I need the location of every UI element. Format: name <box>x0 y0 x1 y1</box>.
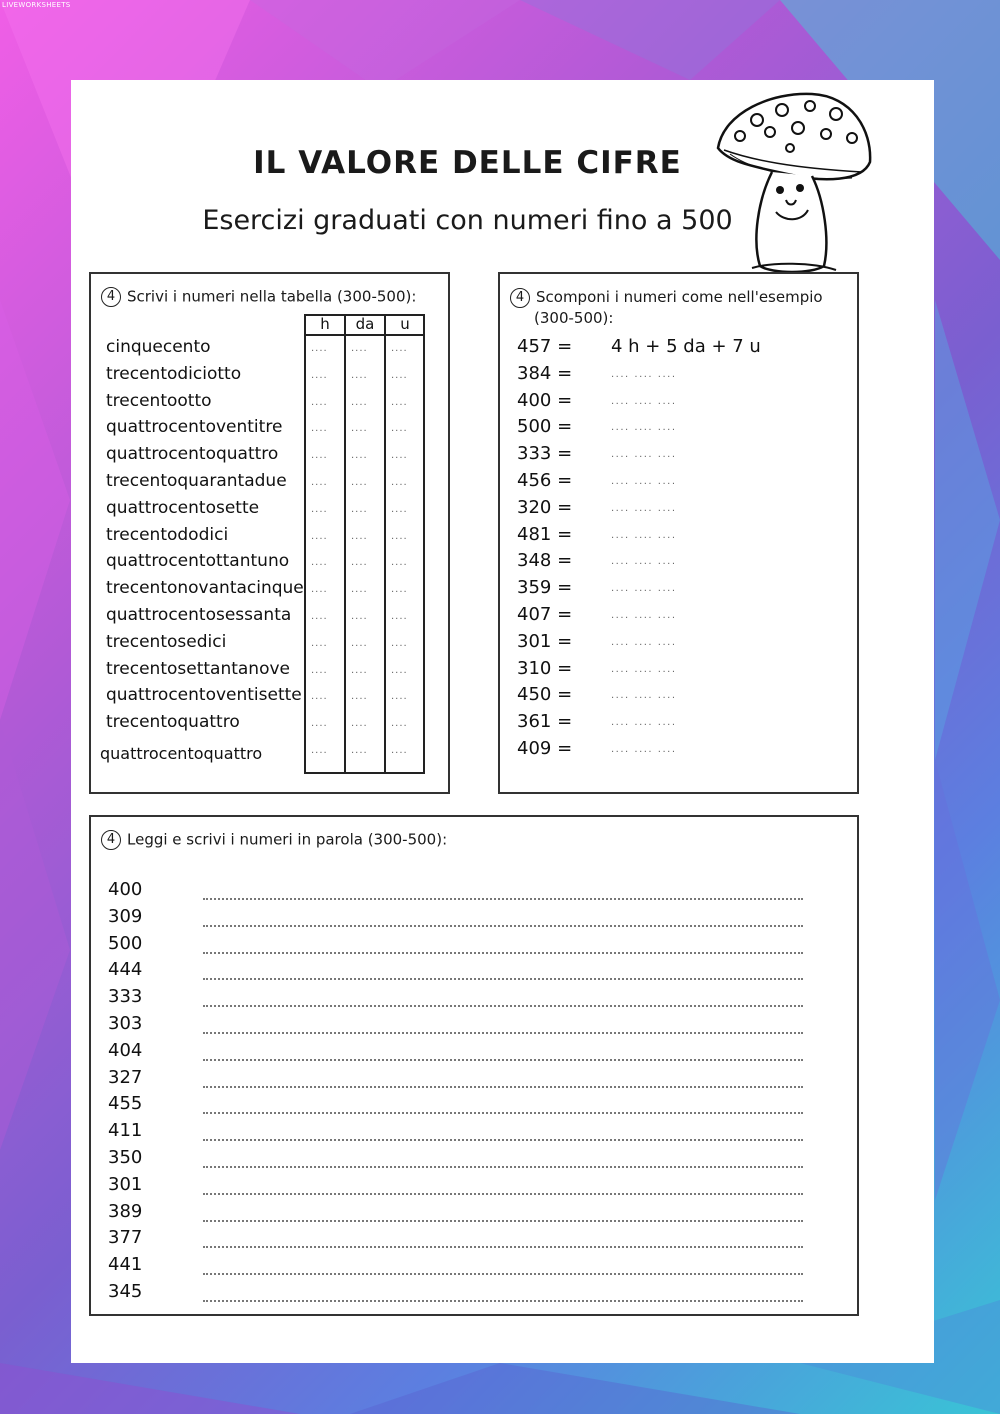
da-blank[interactable]: .... <box>351 718 368 730</box>
number-word: cinquecento <box>106 337 211 357</box>
words-answer-line[interactable] <box>203 1166 803 1168</box>
number-to-write: 404 <box>108 1039 143 1061</box>
answer-blank[interactable]: .... .... .... <box>611 610 677 621</box>
words-answer-line[interactable] <box>203 898 803 900</box>
table-header-rule <box>304 334 425 336</box>
h-blank[interactable]: .... <box>311 423 328 435</box>
words-answer-line[interactable] <box>203 1220 803 1222</box>
answer-blank[interactable]: .... .... .... <box>611 690 677 702</box>
h-blank[interactable]: .... <box>311 745 328 756</box>
da-blank[interactable]: .... <box>351 557 368 569</box>
decompose-number: 400 = <box>517 389 573 411</box>
decompose-number: 348 = <box>517 550 573 572</box>
answer-blank[interactable]: .... .... .... <box>611 395 677 407</box>
words-answer-line[interactable] <box>203 1300 803 1302</box>
da-blank[interactable]: .... <box>351 611 368 622</box>
number-to-write: 411 <box>108 1120 143 1142</box>
answer-blank[interactable]: .... .... .... <box>611 663 677 675</box>
decompose-number: 359 = <box>517 577 573 599</box>
u-blank[interactable]: .... <box>391 611 408 622</box>
u-blank[interactable]: .... <box>391 450 408 462</box>
number-word: trecentosettantanove <box>106 658 291 679</box>
answer-blank[interactable]: .... .... .... <box>611 556 677 568</box>
da-blank[interactable]: .... <box>351 664 368 676</box>
u-blank[interactable]: .... <box>391 423 408 435</box>
da-blank[interactable]: .... <box>351 477 368 488</box>
da-blank[interactable]: .... <box>351 584 368 596</box>
number-word: quattrocentosessanta <box>106 605 292 625</box>
exercise-instruction: Scrivi i numeri nella tabella (300-500): <box>127 287 417 306</box>
exercise-number: 4 <box>510 288 530 308</box>
u-blank[interactable]: .... <box>391 691 408 703</box>
exercise-title <box>510 287 823 329</box>
number-to-write: 303 <box>108 1013 143 1034</box>
exercise-title <box>101 830 447 850</box>
words-answer-line[interactable] <box>203 1059 803 1061</box>
u-blank[interactable]: .... <box>391 477 408 488</box>
words-answer-line[interactable] <box>203 1005 803 1007</box>
words-answer-line[interactable] <box>203 1086 803 1088</box>
table-column-rule <box>384 314 386 774</box>
h-blank[interactable]: .... <box>311 343 328 354</box>
u-blank[interactable]: .... <box>391 637 408 649</box>
decompose-number: 500 = <box>517 416 573 438</box>
answer-blank[interactable]: .... .... .... <box>611 744 677 755</box>
answer-blank[interactable]: .... .... .... <box>611 368 677 380</box>
number-to-write: 400 <box>108 879 143 900</box>
h-blank[interactable]: .... <box>311 477 328 488</box>
page-subtitle: Esercizi graduati con numeri fino a 500 <box>202 205 733 236</box>
u-blank[interactable]: .... <box>391 503 408 515</box>
da-blank[interactable]: .... <box>351 423 368 435</box>
number-to-write: 441 <box>108 1254 143 1276</box>
words-answer-line[interactable] <box>203 925 803 927</box>
exercise-instruction-range: (300-500): <box>534 309 614 327</box>
number-to-write: 301 <box>108 1173 143 1195</box>
answer-blank[interactable]: .... .... .... <box>611 422 677 434</box>
exercise-write-in-table <box>89 272 450 794</box>
number-word: trecentonovantacinque <box>106 578 304 599</box>
h-blank[interactable]: .... <box>311 637 328 649</box>
exercise-write-in-words <box>89 815 859 1316</box>
example-answer: 4 h + 5 da + 7 u <box>611 336 761 357</box>
page-title: IL VALORE DELLE CIFRE <box>253 145 682 181</box>
decompose-number: 310 = <box>517 657 573 679</box>
decompose-number: 457 = <box>517 336 573 357</box>
h-blank[interactable]: .... <box>311 530 328 542</box>
decompose-number: 320 = <box>517 496 573 518</box>
da-blank[interactable]: .... <box>351 745 368 756</box>
words-answer-line[interactable] <box>203 952 803 954</box>
exercise-number: 4 <box>101 287 121 307</box>
number-word: trecentosedici <box>106 631 227 652</box>
number-word: quattrocentoventitre <box>106 417 283 438</box>
header-da: da <box>355 315 375 333</box>
exercise-title <box>101 287 416 307</box>
table-column-rule <box>344 314 346 774</box>
u-blank[interactable]: .... <box>391 718 408 730</box>
exercise-decompose <box>498 272 859 794</box>
number-word: trecentoquattro <box>106 712 240 733</box>
hdu-table <box>304 314 425 774</box>
number-word: quattrocentosette <box>106 497 260 518</box>
header-h: h <box>320 315 330 333</box>
number-to-write: 377 <box>108 1227 143 1249</box>
number-word: trecentootto <box>106 390 212 411</box>
words-answer-line[interactable] <box>203 1273 803 1275</box>
decompose-number: 450 = <box>517 684 573 706</box>
h-blank[interactable]: .... <box>311 557 328 569</box>
da-blank[interactable]: .... <box>351 503 368 515</box>
u-blank[interactable]: .... <box>391 343 408 354</box>
h-blank[interactable]: .... <box>311 503 328 515</box>
number-word: trecentododici <box>106 524 229 545</box>
mushroom-illustration <box>712 90 877 275</box>
header-u: u <box>400 315 410 333</box>
answer-blank[interactable]: .... .... .... <box>611 449 677 461</box>
number-to-write: 350 <box>108 1147 143 1168</box>
number-to-write: 500 <box>108 932 143 954</box>
number-word: trecentoquarantadue <box>106 471 287 491</box>
answer-blank[interactable]: .... .... .... <box>611 717 677 729</box>
u-blank[interactable]: .... <box>391 664 408 676</box>
words-answer-line[interactable] <box>203 1032 803 1034</box>
h-blank[interactable]: .... <box>311 691 328 703</box>
h-blank[interactable]: .... <box>311 718 328 730</box>
decompose-number: 333 = <box>517 443 573 465</box>
number-to-write: 327 <box>108 1066 143 1088</box>
u-blank[interactable]: .... <box>391 530 408 542</box>
da-blank[interactable]: .... <box>351 369 368 381</box>
number-word: quattrocentoquattro <box>106 444 279 465</box>
answer-blank[interactable]: .... .... .... <box>611 476 677 487</box>
exercise-instruction: Scomponi i numeri come nell'esempio <box>536 288 823 306</box>
decompose-number: 301 = <box>517 630 573 652</box>
da-blank[interactable]: .... <box>351 396 368 408</box>
words-answer-line[interactable] <box>203 978 803 980</box>
number-to-write: 333 <box>108 986 143 1008</box>
number-word: quattrocentottantuno <box>106 551 290 572</box>
da-blank[interactable]: .... <box>351 691 368 703</box>
u-blank[interactable]: .... <box>391 584 408 596</box>
number-to-write: 309 <box>108 905 143 927</box>
h-blank[interactable]: .... <box>311 369 328 381</box>
da-blank[interactable]: .... <box>351 450 368 462</box>
number-to-write: 389 <box>108 1200 143 1222</box>
u-blank[interactable]: .... <box>391 396 408 408</box>
h-blank[interactable]: .... <box>311 584 328 596</box>
h-blank[interactable]: .... <box>311 664 328 676</box>
da-blank[interactable]: .... <box>351 530 368 542</box>
answer-blank[interactable]: .... .... .... <box>611 529 677 541</box>
da-blank[interactable]: .... <box>351 343 368 354</box>
words-answer-line[interactable] <box>203 1139 803 1141</box>
answer-blank[interactable]: .... .... .... <box>611 583 677 595</box>
words-answer-line[interactable] <box>203 1193 803 1195</box>
number-to-write: 345 <box>108 1281 143 1302</box>
decompose-number: 456 = <box>517 470 573 491</box>
decompose-number: 361 = <box>517 711 573 733</box>
decompose-number: 409 = <box>517 738 573 759</box>
da-blank[interactable]: .... <box>351 637 368 649</box>
exercise-instruction: Leggi e scrivi i numeri in parola (300-500): <box>127 830 448 849</box>
number-word: trecentodiciotto <box>106 363 242 384</box>
answer-blank[interactable]: .... .... .... <box>611 502 677 514</box>
h-blank[interactable]: .... <box>311 611 328 622</box>
words-answer-line[interactable] <box>203 1246 803 1248</box>
brand-watermark: LIVEWORKSHEETS <box>2 1 71 9</box>
words-answer-line[interactable] <box>203 1112 803 1114</box>
h-blank[interactable]: .... <box>311 450 328 462</box>
u-blank[interactable]: .... <box>391 369 408 381</box>
decompose-number: 384 = <box>517 362 573 384</box>
u-blank[interactable]: .... <box>391 745 408 756</box>
number-to-write: 444 <box>108 959 143 981</box>
number-word: quattrocentoquattro <box>100 744 263 763</box>
answer-blank[interactable]: .... .... .... <box>611 636 677 648</box>
h-blank[interactable]: .... <box>311 396 328 408</box>
number-to-write: 455 <box>108 1093 143 1115</box>
exercise-number: 4 <box>101 830 121 850</box>
decompose-number: 407 = <box>517 604 573 625</box>
decompose-number: 481 = <box>517 523 573 545</box>
number-word: quattrocentoventisette <box>106 685 302 706</box>
u-blank[interactable]: .... <box>391 557 408 569</box>
